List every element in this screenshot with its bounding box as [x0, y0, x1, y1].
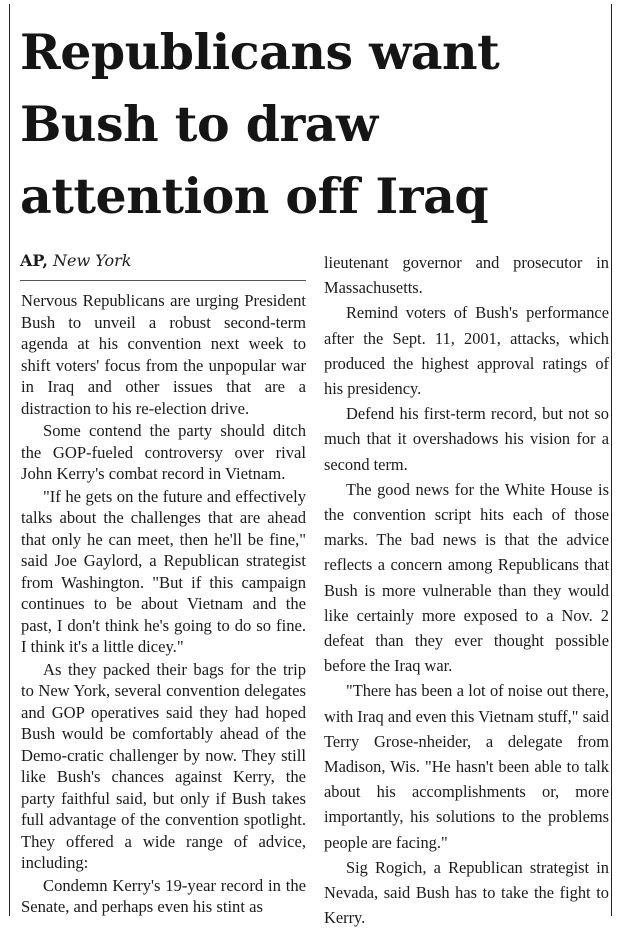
column-rule-right	[611, 4, 612, 916]
paragraph: "If he gets on the future and effectively talks about the challenges that are ahead that only he can meet, then he'll be fine," said Joe Gaylord, a Republican strategist from Washington. "But if this campaign continues to be about Vietnam and the past, I don't think he's going to do so fine. I think it's a little dicey."	[21, 486, 306, 656]
paragraph: Some contend the party should ditch the GOP-fueled controversy over rival John Kerry's combat record in Vietnam.	[21, 421, 306, 483]
paragraph: Sig Rogich, a Republican strategist in Nevada, said Bush has to take the fight to Kerry.	[324, 857, 609, 928]
paragraph: "There has been a lot of noise out there, with Iraq and even this Vietnam stuff," said Terry Grose-nheider, a delegate from Madison, Wis. "He hasn't been able to talk about his accomplishments or, more importantly, his solutions to the problems people are facing."	[324, 681, 609, 852]
headline	[20, 16, 605, 232]
paragraph: Defend his first-term record, but not so much that it overshadows his vision for a second term.	[324, 404, 609, 474]
column-rule-left	[9, 4, 10, 916]
headline-line: attention off Iraq	[20, 167, 489, 225]
byline	[20, 250, 306, 281]
paragraph: The good news for the White House is the convention script hits each of those marks. The bad news is that the advice reflects a concern among Republicans that Bush is more vulnerable than they would like certainly more exposed to a Nov. 2 defeat than they ever thought possible before the Iraq war.	[324, 479, 609, 676]
headline-line: Republicans want	[20, 23, 500, 81]
paragraph: As they packed their bags for the trip to New York, several convention delegates and GOP operatives said they had hoped Bush would be comfortably ahead of the Demo-cratic challenger by now. They still like Bush's chances against Kerry, the party faithful said, but only if Bush takes full advantage of the convention spotlight. They offered a wide range of advice, including:	[21, 659, 306, 872]
paragraph: Condemn Kerry's 19-year record in the Senate, and perhaps even his stint as	[21, 875, 306, 916]
paragraph: Remind voters of Bush's performance after the Sept. 11, 2001, attacks, which produced the highest approval ratings of his presidency.	[324, 303, 609, 399]
headline-line: Bush to draw	[20, 95, 378, 153]
article-column-right	[324, 250, 609, 930]
paragraph: lieutenant governor and prosecutor in Massachusetts.	[324, 253, 609, 298]
byline-city: New York	[53, 251, 132, 270]
paragraph: Nervous Republicans are urging President Bush to unveil a robust second-term agenda at his convention next week to shift voters' focus from the unpopular war in Iraq and other issues that are a distraction to his re-election drive.	[21, 291, 306, 418]
byline-agency: AP,	[20, 251, 48, 270]
article-column-left	[21, 290, 306, 918]
